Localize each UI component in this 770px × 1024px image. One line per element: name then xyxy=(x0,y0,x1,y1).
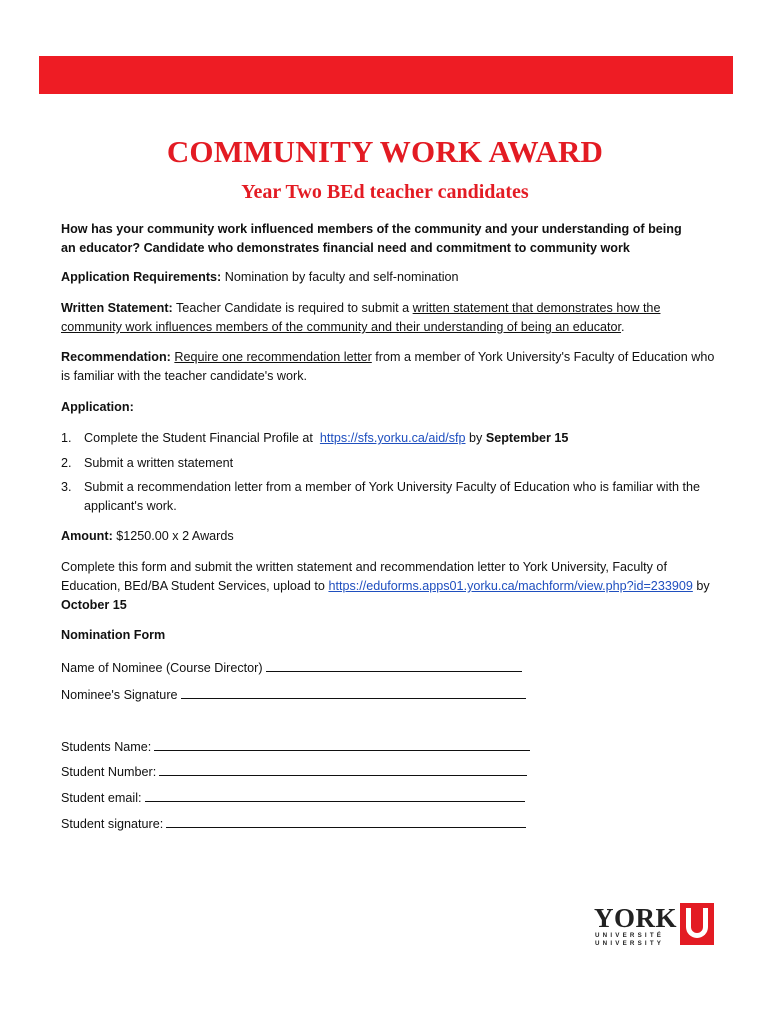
student-signature-line[interactable] xyxy=(166,813,526,828)
step-2-text: Submit a written statement xyxy=(84,456,234,470)
step-1-number: 1. xyxy=(61,431,72,445)
nominee-signature-line[interactable] xyxy=(181,684,526,699)
step-3-number: 3. xyxy=(61,480,72,494)
intro-question xyxy=(61,220,721,258)
student-name-field xyxy=(61,736,530,757)
intro-line-2: an educator? Candidate who demonstrates financial need and commitment to community work xyxy=(61,241,630,255)
application-heading: Application: xyxy=(61,400,134,414)
student-email-label: Student email: xyxy=(61,791,142,805)
written-statement xyxy=(61,299,721,337)
student-email-field xyxy=(61,787,525,808)
nominee-name-field xyxy=(61,657,522,678)
intro-line-1: How has your community work influenced members of the community and your understanding of being xyxy=(61,222,682,236)
submission-instructions xyxy=(61,558,721,615)
student-name-label: Students Name: xyxy=(61,740,152,754)
student-signature-label: Student signature: xyxy=(61,817,164,831)
student-name-line[interactable] xyxy=(154,736,530,751)
recommendation-text: from a member of York University's Faculty of Education who is familiar with the teacher candidate's work. xyxy=(61,350,715,383)
submission-deadline: October 15 xyxy=(61,598,127,612)
recommendation-label: Recommendation: xyxy=(61,350,171,364)
logo-university: UNIVERSITY xyxy=(595,940,665,947)
student-signature-field xyxy=(61,813,526,834)
nomination-form-heading: Nomination Form xyxy=(61,628,166,642)
student-number-label: Student Number: xyxy=(61,765,157,779)
requirements-text: Nomination by faculty and self-nomination xyxy=(224,270,459,284)
written-statement-period: . xyxy=(621,320,625,334)
nominee-signature-label: Nominee's Signature xyxy=(61,688,178,702)
step-3-text: Submit a recommendation letter from a member of York University Faculty of Education who is familiar with the applicant's work. xyxy=(84,480,700,513)
submission-text: Complete this form and submit the written statement and recommendation letter to York University, Faculty of Education, BEd/BA Student Services, upload to xyxy=(61,560,667,593)
eduforms-link[interactable]: https://eduforms.apps01.yorku.ca/machform/view.php?id=233909 xyxy=(328,579,693,593)
amount xyxy=(61,527,721,546)
york-university-logo xyxy=(594,903,724,947)
step-1-deadline: September 15 xyxy=(485,431,569,445)
recommendation-underlined: Require one recommendation letter xyxy=(174,350,372,364)
nominee-name-line[interactable] xyxy=(266,657,522,672)
written-statement-label: Written Statement: xyxy=(61,301,173,315)
page-title: COMMUNITY WORK AWARD xyxy=(166,134,604,169)
student-number-field xyxy=(61,761,527,782)
step-1-text: Complete the Student Financial Profile at xyxy=(84,431,313,445)
submission-by: by xyxy=(696,579,710,593)
recommendation xyxy=(61,348,721,386)
written-statement-text: Teacher Candidate is required to submit a xyxy=(176,301,410,315)
york-u-icon xyxy=(680,903,714,945)
requirements-label: Application Requirements: xyxy=(61,270,222,284)
written-statement-underlined: written statement that demonstrates how the community work influences members of the community and their understanding of being an educator xyxy=(61,301,661,334)
step-1 xyxy=(84,429,724,448)
student-email-line[interactable] xyxy=(145,787,525,802)
page-subtitle: Year Two BEd teacher candidates xyxy=(241,181,529,203)
logo-universite: UNIVERSITÉ xyxy=(595,932,665,939)
student-number-line[interactable] xyxy=(159,761,527,776)
sfp-link[interactable]: https://sfs.yorku.ca/aid/sfp xyxy=(319,431,466,445)
amount-text: $1250.00 x 2 Awards xyxy=(116,529,234,543)
application-requirements xyxy=(61,268,721,287)
nominee-signature-field xyxy=(61,684,526,705)
header-banner xyxy=(39,56,733,94)
logo-wordmark: YORK xyxy=(594,903,677,933)
step-1-by: by xyxy=(469,431,483,445)
step-2-number: 2. xyxy=(61,456,72,470)
amount-label: Amount: xyxy=(61,529,113,543)
nominee-name-label: Name of Nominee (Course Director) xyxy=(61,661,263,675)
